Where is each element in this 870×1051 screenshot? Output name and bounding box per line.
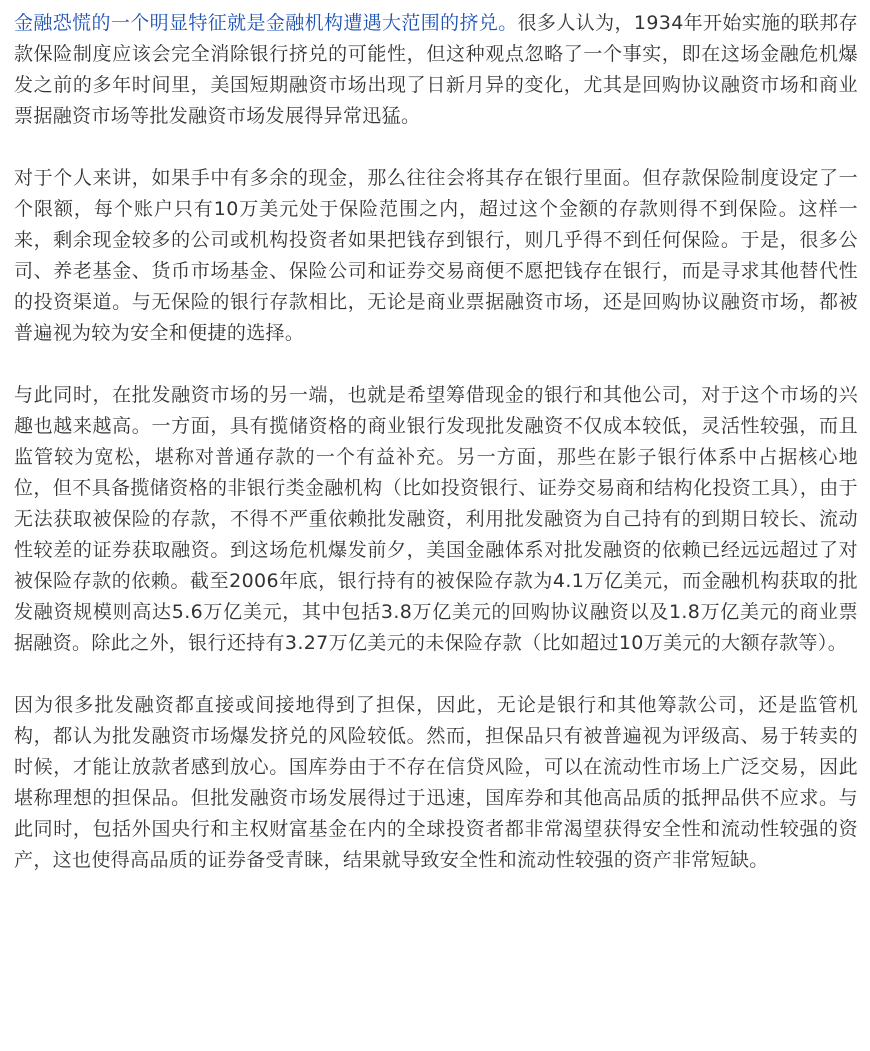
highlighted-lead-sentence: 金融恐慌的一个明显特征就是金融机构遭遇大范围的挤兑。 [14, 12, 518, 34]
paragraph-2: 对于个人来讲，如果手中有多余的现金，那么往往会将其存在银行里面。但存款保险制度设定了一个限额，每个账户只有10万美元处于保险范围之内，超过这个金额的存款则得不到保险。这样一来，剩余现金较多的公司或机构投资者如果把钱存到银行，则几乎得不到任何保险。于是，很多公司、养老基金、货币市场基金、保险公司和证券交易商便不愿把钱存在银行，而是寻求其他替代性的投资渠道。与无保险的银行存款相比，无论是商业票据融资市场，还是回购协议融资市场，都被普遍视为较为安全和便捷的选择。 [14, 167, 858, 344]
paragraph-3: 与此同时，在批发融资市场的另一端，也就是希望筹借现金的银行和其他公司，对于这个市场的兴趣也越来越高。一方面，具有揽储资格的商业银行发现批发融资不仅成本较低，灵活性较强，而且监管较为宽松，堪称对普通存款的一个有益补充。另一方面，那些在影子银行体系中占据核心地位，但不具备揽储资格的非银行类金融机构（比如投资银行、证券交易商和结构化投资工具），由于无法获取被保险的存款，不得不严重依赖批发融资，利用批发融资为自己持有的到期日较长、流动性较差的证券获取融资。到这场危机爆发前夕，美国金融体系对批发融资的依赖已经远远超过了对被保险存款的依赖。截至2006年底，银行持有的被保险存款为4.1万亿美元，而金融机构获取的批发融资规模则高达5.6万亿美元，其中包括3.8万亿美元的回购协议融资以及1.8万亿美元的商业票据融资。除此之外，银行还持有3.27万亿美元的未保险存款（比如超过10万美元的大额存款等）。 [14, 384, 858, 654]
paragraph-4: 因为很多批发融资都直接或间接地得到了担保，因此，无论是银行和其他筹款公司，还是监管机构，都认为批发融资市场爆发挤兑的风险较低。然而，担保品只有被普遍视为评级高、易于转卖的时候，才能让放款者感到放心。国库券由于不存在信贷风险，可以在流动性市场上广泛交易，因此堪称理想的担保品。但批发融资市场发展得过于迅速，国库券和其他高品质的抵押品供不应求。与此同时，包括外国央行和主权财富基金在内的全球投资者都非常渴望获得安全性和流动性较强的资产，这也使得高品质的证券备受青睐，结果就导致安全性和流动性较强的资产非常短缺。 [14, 694, 858, 871]
paragraph-1-text: 很多人认为，1934年开始实施的联邦存款保险制度应该会完全消除银行挤兑的可能性，但这种观点忽略了一个事实，即在这场金融危机爆发之前的多年时间里，美国短期融资市场出现了日新月异的变化，尤其是回购协议融资市场和商业票据融资市场等批发融资市场发展得异常迅猛。 [14, 12, 858, 127]
paragraph-1 [14, 8, 858, 132]
